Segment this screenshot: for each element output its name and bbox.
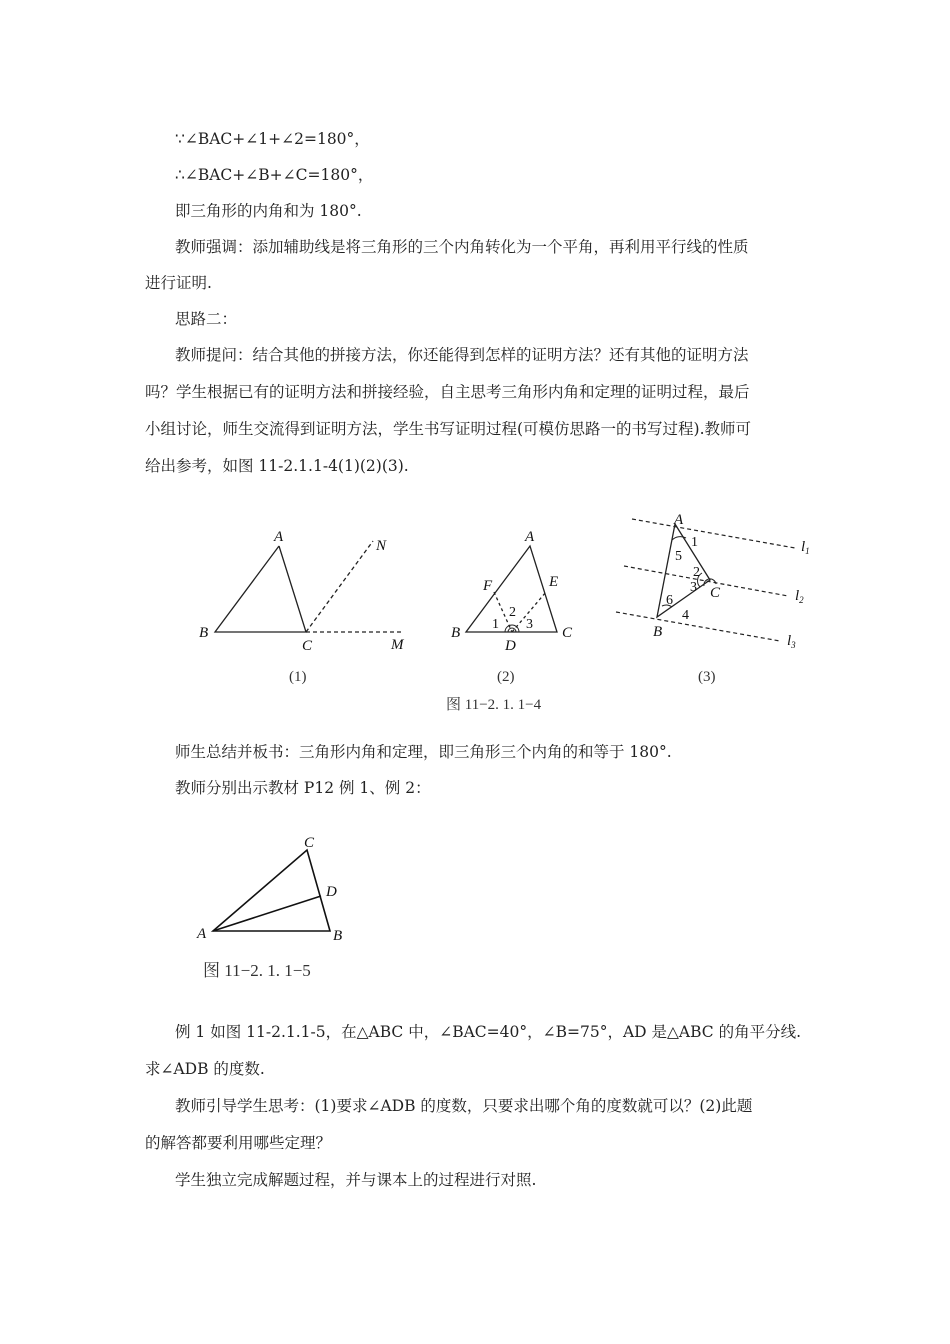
- fig4-3-angle-1: 1: [691, 535, 698, 550]
- fig4-1-label-n: N: [376, 538, 387, 554]
- fig4-2-label-a: A: [525, 529, 535, 545]
- fig4-3-line-l2: $l_2$: [795, 588, 804, 605]
- fig4-3-angle-6: 6: [666, 593, 673, 608]
- example-1-line-1: 例 1 如图 11-2.1.1-5，在△ABC 中，∠BAC=40°，∠B=75°，AD 是△ABC 的角平分线.: [175, 1023, 802, 1041]
- fig4-1-label-a: A: [274, 529, 284, 545]
- fig4-2-label-d: D: [505, 638, 516, 654]
- fig4-3-angle-5: 5: [675, 549, 682, 564]
- teacher-guide-line-1: 教师引导学生思考：(1)要求∠ADB 的度数，只要求出哪个角的度数就可以？(2)此题: [175, 1097, 753, 1115]
- fig5-label-c: C: [304, 835, 315, 851]
- fig4-caption: 图 11−2. 1. 1−4: [446, 697, 542, 713]
- teacher-guide-line-2: 的解答都要利用哪些定理？: [145, 1134, 332, 1152]
- fig4-3-label-c: C: [710, 585, 721, 601]
- teacher-question-line-4: 给出参考，如图 11-2.1.1-4(1)(2)(3).: [145, 457, 409, 475]
- fig5-triangle: [213, 850, 330, 931]
- fig4-sub3-triangle: [657, 524, 716, 617]
- fig4-3-line-l1: $l_1$: [801, 539, 810, 556]
- student-task-line: 学生独立完成解题过程，并与课本上的过程进行对照.: [175, 1171, 537, 1189]
- fig4-sub3-lines: [616, 519, 795, 641]
- fig4-2-angle-1: 1: [492, 617, 499, 632]
- fig5-label-a: A: [197, 926, 207, 942]
- fig5-label-b: B: [333, 928, 343, 944]
- fig4-sub1-triangle: [215, 541, 402, 632]
- fig4-3-label-b: B: [653, 624, 663, 640]
- teacher-question-line-1: 教师提问：结合其他的拼接方法，你还能得到怎样的证明方法？还有其他的证明方法: [175, 346, 749, 364]
- teacher-question-line-2: 吗？学生根据已有的证明方法和拼接经验，自主思考三角形内角和定理的证明过程，最后: [145, 383, 750, 401]
- proof-line-2: ∴∠BAC+∠B+∠C=180°，: [175, 166, 374, 184]
- fig4-sub2-triangle: [466, 546, 557, 632]
- fig4-2-angle-2: 2: [509, 605, 516, 620]
- fig5-label-d: D: [326, 884, 337, 900]
- fig5-caption: 图 11−2. 1. 1−5: [203, 961, 311, 980]
- fig4-3-angle-3: 3: [690, 580, 697, 595]
- fig4-3-angle-4: 4: [682, 608, 689, 623]
- fig4-1-label-c: C: [302, 638, 313, 654]
- fig4-2-label-c: C: [562, 625, 573, 641]
- approach-two-heading: 思路二：: [175, 310, 238, 328]
- fig4-2-label-b: B: [451, 625, 461, 641]
- fig4-sub3-caption: (3): [698, 669, 716, 685]
- proof-line-1: ∵∠BAC+∠1+∠2=180°，: [175, 130, 370, 148]
- example-1-line-2: 求∠ADB 的度数.: [145, 1060, 265, 1078]
- fig4-2-label-f: F: [483, 578, 493, 594]
- teacher-emphasis-cont: 进行证明.: [145, 274, 212, 292]
- fig4-3-line-l3: $l_3$: [787, 633, 796, 650]
- fig4-1-label-m: M: [391, 637, 404, 653]
- fig4-1-label-b: B: [199, 625, 209, 641]
- examples-intro: 教师分别出示教材 P12 例 1、例 2：: [175, 779, 431, 797]
- teacher-emphasis: 教师强调：添加辅助线是将三角形的三个内角转化为一个平角，再利用平行线的性质: [175, 238, 749, 256]
- fig4-sub1-caption: (1): [289, 669, 307, 685]
- fig4-2-label-e: E: [549, 574, 559, 590]
- summary-line: 师生总结并板书：三角形内角和定理，即三角形三个内角的和等于 180°.: [175, 743, 672, 761]
- teacher-question-line-3: 小组讨论，师生交流得到证明方法，学生书写证明过程(可模仿思路一的书写过程).教师可: [145, 420, 752, 438]
- proof-conclusion: 即三角形的内角和为 180°.: [175, 202, 362, 220]
- fig4-2-angle-3: 3: [526, 617, 533, 632]
- fig4-3-angle-2: 2: [693, 565, 700, 580]
- fig4-3-label-a: A: [674, 512, 684, 528]
- fig4-sub2-caption: (2): [497, 669, 515, 685]
